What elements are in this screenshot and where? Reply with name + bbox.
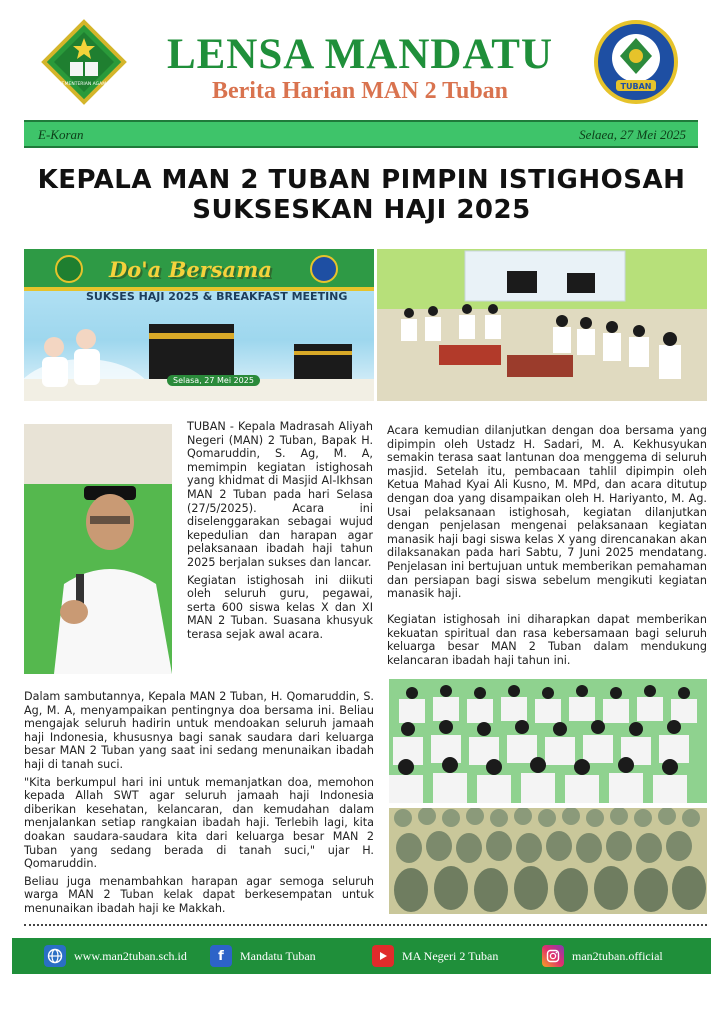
website-text: www.man2tuban.sch.id — [74, 948, 187, 963]
male-students-photo — [389, 679, 707, 803]
website-link[interactable] — [44, 944, 187, 968]
instagram-link[interactable] — [542, 944, 663, 968]
edition-label: E-Koran — [38, 127, 84, 142]
banner-title: Do'a Bersama — [109, 257, 272, 282]
banner-date: Selasa, 27 Mei 2025 — [167, 375, 260, 386]
paragraph: Beliau juga menambahkan harapan agar semoga seluruh warga MAN 2 Tuban kelak dapat berkesempatan untuk menunaikan ibadah haji ke Makkah. — [24, 874, 374, 915]
youtube-link[interactable] — [372, 944, 498, 968]
headline-line-2: SUKSESKAN HAJI 2025 — [192, 195, 531, 225]
meeting-hall-photo — [377, 249, 707, 401]
masthead-subtitle: Berita Harian MAN 2 Tuban — [211, 78, 509, 104]
social-footer — [12, 938, 711, 974]
hall-scene — [377, 249, 707, 401]
speaker-photo — [24, 424, 172, 674]
masthead-title: LENSA MANDATU — [166, 31, 554, 78]
footer-divider — [24, 924, 707, 926]
edition-bar — [24, 120, 698, 148]
madrasah-logo — [592, 18, 680, 106]
youtube-text: MA Negeri 2 Tuban — [402, 948, 499, 963]
globe-icon — [44, 945, 66, 967]
paragraph: Kegiatan istighosah ini diikuti oleh seluruh guru, pegawai, serta 600 siswa kelas X dan XI MAN 2 Tuban. Suasana khusyuk terasa sejak awal acara. — [187, 573, 373, 641]
article-column-4 — [387, 613, 707, 671]
article-headline — [20, 165, 703, 225]
instagram-icon — [542, 945, 564, 967]
kemenag-logo — [40, 18, 128, 106]
madrasah-logo-text: TUBAN — [620, 82, 652, 91]
paragraph: Kegiatan istighosah ini diharapkan dapat memberikan kekuatan spiritual dan rasa kebersamaan bagi seluruh keluarga besar MAN 2 Tuban dalam mendukung kelancaran ibadah haji tahun ini. — [387, 613, 707, 667]
facebook-text: Mandatu Tuban — [240, 948, 316, 963]
article-column-1 — [187, 420, 373, 646]
event-banner-image — [24, 249, 374, 401]
edition-date: Selaea, 27 Mei 2025 — [579, 127, 686, 142]
youtube-icon — [372, 945, 394, 967]
article-column-3 — [387, 424, 707, 605]
facebook-link[interactable] — [210, 944, 316, 968]
instagram-text: man2tuban.official — [572, 948, 663, 963]
paragraph: "Kita berkumpul hari ini untuk memanjatkan doa, memohon kepada Allah SWT agar seluruh jamaah haji Indonesia diberikan kesehatan, kelancaran, dan kemudahan dalam menjalankan setiap rangkaian ibadah haji. Terlebih lagi, kita doakan saudara-saudara kita dari keluarga besar MAN 2 Tuban yang sedang berada di tanah suci," ujar H. Qomaruddin. — [24, 775, 374, 871]
male-students-scene — [389, 679, 707, 803]
female-students-photo — [389, 808, 707, 914]
facebook-icon: f — [210, 945, 232, 967]
kemenag-logo-text: KEMENTERIAN AGAMA — [58, 82, 110, 87]
paragraph: Dalam sambutannya, Kepala MAN 2 Tuban, H. Qomaruddin, S. Ag, M. A, menyampaikan pentingnya doa bersama ini. Beliau mengajak seluruh hadirin untuk mendoakan seluruh jamaah haji Indonesia, khususnya bagi sanak saudara dari keluarga besar MAN 2 Tuban yang saat ini sedang menunaikan ibadah haji di tanah suci. — [24, 690, 374, 771]
female-students-scene — [389, 808, 707, 914]
article-column-2 — [24, 690, 374, 920]
paragraph: Acara kemudian dilanjutkan dengan doa bersama yang dipimpin oleh Ustadz H. Sadari, M. A. Kekhusyukan semakin terasa saat lantunan doa menggema di seluruh masjid. Setelah itu, pembacaan tahlil dipimpin oleh Ketua Mahad Kyai Ali Kusno, M. MPd, dan acara ditutup dengan doa yang disampaikan oleh H. Hariyanto, M. Ag. Usai pelaksanaan istighosah, kegiatan dilanjutkan dengan penjelasan mengenai pelaksanaan kegiatan manasik haji bagi siswa kelas X yang direncanakan akan dilaksanakan pada hari Sabtu, 7 Juni 2025 mendatang. Penjelasan ini bertujuan untuk memberikan pemahaman dan persiapan bagi siswa sebelum mengikuti kegiatan manasik haji. — [387, 424, 707, 601]
speaker-scene — [24, 424, 172, 674]
paragraph: TUBAN - Kepala Madrasah Aliyah Negeri (MAN) 2 Tuban, Bapak H. Qomaruddin, S. Ag, M. A, memimpin kegiatan istighosah yang khidmat di Masjid Al-Ikhsan MAN 2 Tuban pada hari Selasa (27/5/2025). Acara ini diselenggarakan sebagai wujud kepedulian dan harapan agar pelaksanaan ibadah haji tahun 2025 berjalan sukses dan lancar. — [187, 420, 373, 569]
headline-line-1: KEPALA MAN 2 TUBAN PIMPIN ISTIGHOSAH — [37, 165, 686, 195]
banner-subtitle: SUKSES HAJI 2025 & BREAKFAST MEETING — [86, 290, 348, 303]
